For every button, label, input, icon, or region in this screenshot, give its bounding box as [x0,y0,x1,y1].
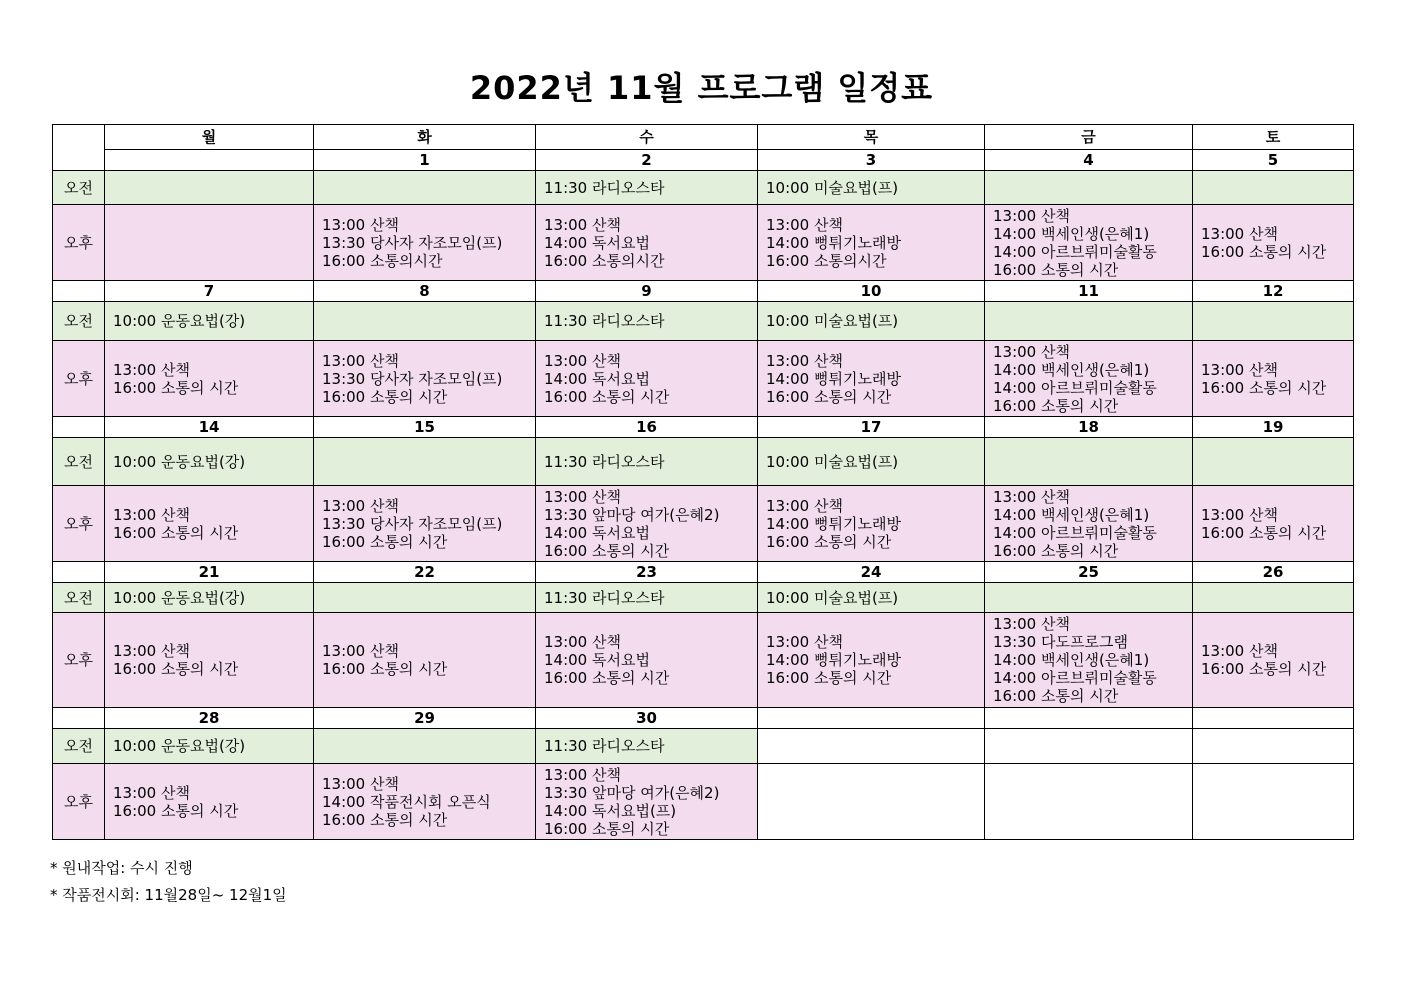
schedule-cell [985,583,1193,613]
activity-entry: 13:00 산책 [766,633,843,651]
schedule-cell [536,583,758,613]
date-cell: 18 [985,417,1193,438]
activity-entry: 14:00 독서요법 [544,651,650,669]
period-label: 오후 [53,341,105,417]
pm-row [53,341,1354,417]
am-row [53,171,1354,205]
schedule-cell [1193,613,1354,708]
schedule-cell [536,613,758,708]
date-cell [758,708,985,729]
activity-entry: 13:00 산책 [1201,224,1278,243]
date-cell: 2 [536,150,758,171]
activity-entry: 13:00 산책 [766,351,843,370]
date-row [53,417,1354,438]
schedule-cell [105,341,314,417]
activity-entry: 13:00 산책 [544,765,621,784]
period-label: 오전 [53,729,105,764]
activity-entry: 14:00 아르브뤼미술활동 [993,669,1157,687]
activity-entry: 13:00 산책 [113,642,190,660]
activity-entry: 13:00 산책 [322,642,399,660]
day-header-row [53,125,1354,150]
date-cell: 29 [314,708,536,729]
activity-entry: 16:00 소통의 시간 [1201,242,1327,261]
activity-entry: 13:00 산책 [113,783,190,802]
schedule-cell [105,302,314,341]
date-cell: 17 [758,417,985,438]
date-cell: 3 [758,150,985,171]
activity-entry: 13:00 산책 [766,496,843,515]
period-label: 오후 [53,486,105,562]
schedule-cell [105,583,314,613]
activity-entry: 13:00 산책 [544,351,621,370]
activity-entry: 10:00 미술요법(프) [766,588,899,607]
schedule-cell [758,729,985,764]
schedule-cell [536,729,758,764]
schedule-cell [314,764,536,840]
activity-entry: 10:00 미술요법(프) [766,178,899,197]
schedule-cell [536,341,758,417]
activity-entry: 16:00 소통의 시간 [322,660,448,678]
schedule-cell [536,438,758,486]
am-row [53,729,1354,764]
activity-entry: 13:00 산책 [322,351,399,370]
date-cell: 5 [1193,150,1354,171]
activity-entry: 10:00 운동요법(강) [113,588,246,607]
activity-entry: 14:00 뻥튀기노래방 [766,514,901,533]
schedule-cell [985,205,1193,281]
activity-entry: 13:00 산책 [993,615,1070,633]
activity-entry: 13:30 당사자 자조모임(프) [322,369,503,388]
activity-entry: 16:00 소통의 시간 [113,523,239,542]
activity-entry: 14:00 독서요법 [544,233,650,252]
schedule-cell [314,613,536,708]
date-cell: 28 [105,708,314,729]
period-label: 오후 [53,764,105,840]
day-header: 화 [314,125,536,150]
schedule-cell [105,613,314,708]
activity-entry: 16:00 소통의 시간 [993,396,1119,415]
activity-entry: 14:00 독서요법 [544,523,650,542]
schedule-cell [314,486,536,562]
activity-entry: 16:00 소통의 시간 [322,810,448,829]
notes [50,855,287,909]
activity-entry: 14:00 독서요법(프) [544,801,677,820]
activity-entry: 14:00 뻥튀기노래방 [766,233,901,252]
schedule-cell [314,729,536,764]
schedule-cell [985,729,1193,764]
activity-entry: 16:00 소통의 시간 [544,669,670,687]
schedule-cell [1193,341,1354,417]
activity-entry: 16:00 소통의 시간 [544,819,670,838]
activity-entry: 13:00 산책 [1201,360,1278,379]
activity-entry: 13:30 앞마당 여가(은혜2) [544,783,720,802]
period-label: 오전 [53,583,105,613]
activity-entry: 13:00 산책 [993,487,1070,506]
schedule-cell [1193,438,1354,486]
activity-entry: 16:00 소통의 시간 [993,260,1119,279]
activity-entry: 13:00 산책 [544,215,621,234]
activity-entry: 11:30 라디오스타 [544,312,665,330]
day-header: 금 [985,125,1193,150]
activity-entry: 16:00 소통의 시간 [113,378,239,397]
schedule-cell [758,486,985,562]
activity-entry: 10:00 미술요법(프) [766,312,899,330]
activity-entry: 14:00 작품전시회 오픈식 [322,792,491,811]
date-cell: 19 [1193,417,1354,438]
pm-row [53,205,1354,281]
schedule-cell [105,764,314,840]
schedule-cell [1193,171,1354,205]
schedule-cell [314,205,536,281]
schedule-cell [314,302,536,341]
date-row [53,708,1354,729]
schedule-cell [985,438,1193,486]
schedule-cell [536,486,758,562]
schedule-cell [105,171,314,205]
activity-entry: 14:00 백세인생(은혜1) [993,360,1150,379]
activity-entry: 13:30 당사자 자조모임(프) [322,233,503,252]
activity-entry: 11:30 라디오스타 [544,452,665,471]
schedule-cell [985,302,1193,341]
date-cell: 16 [536,417,758,438]
activity-entry: 13:00 산책 [1201,642,1278,660]
schedule-cell [758,171,985,205]
activity-entry: 14:00 백세인생(은혜1) [993,224,1150,243]
activity-entry: 16:00 소통의 시간 [993,687,1119,705]
schedule-cell [105,438,314,486]
schedule-cell [985,486,1193,562]
date-cell: 8 [314,281,536,302]
activity-entry: 13:00 산책 [113,360,190,379]
date-row [53,281,1354,302]
activity-entry: 11:30 라디오스타 [544,737,665,755]
activity-entry: 10:00 운동요법(강) [113,452,246,471]
schedule-cell [314,341,536,417]
day-header: 수 [536,125,758,150]
period-label: 오전 [53,302,105,341]
schedule-cell [758,613,985,708]
period-label: 오후 [53,205,105,281]
day-header: 월 [105,125,314,150]
activity-entry: 16:00 소통의 시간 [544,541,670,560]
schedule-cell [758,302,985,341]
schedule-cell [758,205,985,281]
date-cell [105,150,314,171]
activity-entry: 16:00 소통의시간 [544,251,665,270]
activity-entry: 16:00 소통의 시간 [322,387,448,406]
activity-entry: 14:00 아르브뤼미술활동 [993,242,1157,261]
schedule-cell [758,438,985,486]
period-label: 오후 [53,613,105,708]
activity-entry: 13:00 산책 [766,215,843,234]
activity-entry: 13:00 산책 [322,496,399,515]
date-cell: 23 [536,562,758,583]
activity-entry: 13:30 다도프로그램 [993,633,1128,651]
activity-entry: 16:00 소통의 시간 [322,532,448,551]
date-cell: 12 [1193,281,1354,302]
activity-entry: 16:00 소통의 시간 [766,387,892,406]
activity-entry: 14:00 아르브뤼미술활동 [993,378,1157,397]
activity-entry: 10:00 미술요법(프) [766,452,899,471]
activity-entry: 16:00 소통의 시간 [766,669,892,687]
date-cell: 11 [985,281,1193,302]
pm-row [53,613,1354,708]
pm-row [53,764,1354,840]
activity-entry: 16:00 소통의 시간 [113,801,239,820]
date-cell: 26 [1193,562,1354,583]
day-header: 토 [1193,125,1354,150]
schedule-cell [536,205,758,281]
date-cell: 15 [314,417,536,438]
note-line: * 작품전시회: 11월28일~ 12월1일 [50,886,287,904]
activity-entry: 13:00 산책 [993,342,1070,361]
am-row [53,302,1354,341]
schedule-cell [314,171,536,205]
date-row-spacer [53,708,105,729]
date-cell: 21 [105,562,314,583]
activity-entry: 16:00 소통의 시간 [993,541,1119,560]
schedule-cell [105,205,314,281]
date-cell [1193,708,1354,729]
activity-entry: 16:00 소통의시간 [766,251,887,270]
date-cell: 4 [985,150,1193,171]
schedule-cell [105,729,314,764]
activity-entry: 16:00 소통의 시간 [1201,660,1327,678]
date-cell: 30 [536,708,758,729]
activity-entry: 16:00 소통의 시간 [1201,378,1327,397]
page-title: 2022년 11월 프로그램 일정표 [469,69,934,107]
schedule-cell [105,486,314,562]
schedule-cell [1193,583,1354,613]
schedule-cell [1193,486,1354,562]
activity-entry: 14:00 뻥튀기노래방 [766,651,901,669]
schedule-cell [985,764,1193,840]
schedule-cell [1193,729,1354,764]
activity-entry: 11:30 라디오스타 [544,178,665,197]
am-row [53,583,1354,613]
activity-entry: 10:00 운동요법(강) [113,312,246,330]
schedule-cell [758,764,985,840]
activity-entry: 13:30 당사자 자조모임(프) [322,514,503,533]
activity-entry: 13:00 산책 [993,206,1070,225]
schedule-cell [985,341,1193,417]
date-cell: 9 [536,281,758,302]
activity-entry: 16:00 소통의 시간 [544,387,670,406]
activity-entry: 14:00 백세인생(은혜1) [993,505,1150,524]
schedule-cell [536,764,758,840]
date-cell: 25 [985,562,1193,583]
schedule-cell [314,438,536,486]
activity-entry: 10:00 운동요법(강) [113,737,246,755]
schedule-cell [536,302,758,341]
activity-entry: 16:00 소통의시간 [322,251,443,270]
day-header: 목 [758,125,985,150]
schedule-table [52,124,1354,840]
schedule-cell [314,583,536,613]
note-line: * 원내작업: 수시 진행 [50,859,193,877]
activity-entry: 16:00 소통의 시간 [766,532,892,551]
schedule-cell [536,171,758,205]
activity-entry: 16:00 소통의 시간 [1201,523,1327,542]
schedule-cell [985,613,1193,708]
period-label: 오전 [53,438,105,486]
date-cell: 10 [758,281,985,302]
activity-entry: 13:30 앞마당 여가(은혜2) [544,505,720,524]
period-label: 오전 [53,171,105,205]
activity-entry: 13:00 산책 [544,487,621,506]
date-cell: 7 [105,281,314,302]
schedule-cell [1193,205,1354,281]
date-row [53,150,1354,171]
activity-entry: 13:00 산책 [322,774,399,793]
schedule-cell [1193,302,1354,341]
activity-entry: 13:00 산책 [322,215,399,234]
activity-entry: 14:00 독서요법 [544,369,650,388]
date-cell [985,708,1193,729]
activity-entry: 14:00 뻥튀기노래방 [766,369,901,388]
schedule-cell [758,341,985,417]
date-cell: 24 [758,562,985,583]
corner-cell [53,125,105,171]
activity-entry: 16:00 소통의 시간 [113,660,239,678]
date-cell: 14 [105,417,314,438]
date-row-spacer [53,281,105,302]
date-row [53,562,1354,583]
date-row-spacer [53,562,105,583]
schedule-cell [985,171,1193,205]
schedule-cell [1193,764,1354,840]
activity-entry: 14:00 아르브뤼미술활동 [993,523,1157,542]
activity-entry: 11:30 라디오스타 [544,588,665,607]
pm-row [53,486,1354,562]
date-cell: 1 [314,150,536,171]
activity-entry: 13:00 산책 [544,633,621,651]
activity-entry: 13:00 산책 [1201,505,1278,524]
activity-entry: 13:00 산책 [113,505,190,524]
date-cell: 22 [314,562,536,583]
schedule-cell [758,583,985,613]
am-row [53,438,1354,486]
activity-entry: 14:00 백세인생(은혜1) [993,651,1150,669]
date-row-spacer [53,417,105,438]
